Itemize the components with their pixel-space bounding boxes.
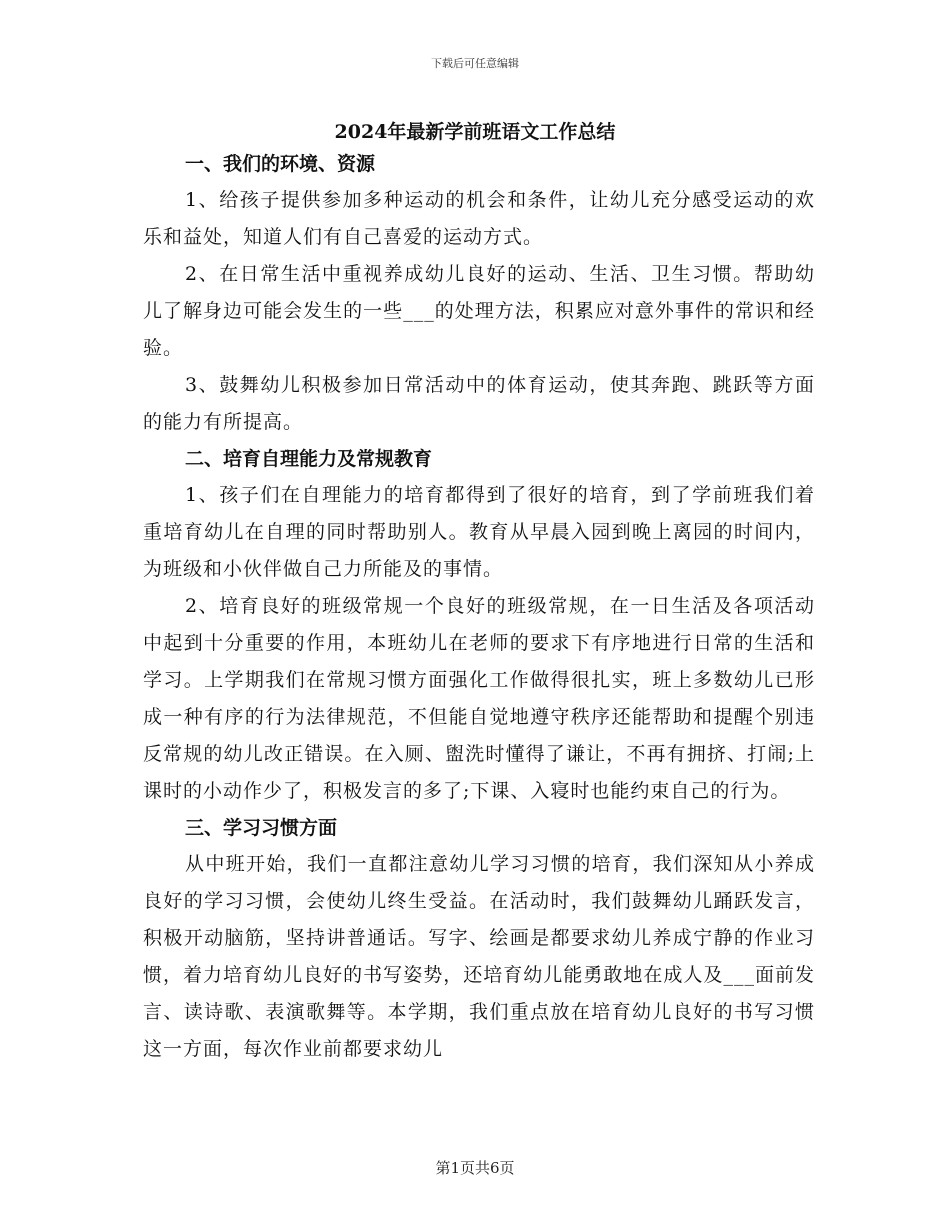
paragraph: 2、在日常生活中重视养成幼儿良好的运动、生活、卫生习惯。帮助幼儿了解身边可能会发生的一些___的处理方法，积累应对意外事件的常识和经验。 <box>143 263 815 359</box>
section-heading: 一、我们的环境、资源 <box>185 153 376 175</box>
paragraph: 2、培育良好的班级常规一个良好的班级常规，在一日生活及各项活动中起到十分重要的作用，本班幼儿在老师的要求下有序地进行日常的生活和学习。上学期我们在常规习惯方面强化工作做得很扎实，班上多数幼儿已形成一种有序的行为法律规范，不但能自觉地遵守秩序还能帮助和提醒个别违反常规的幼儿改正错误。在入厕、盥洗时懂得了谦让，不再有拥挤、打闹;上课时的小动作少了，积极发言的多了;下课、入寝时也能约束自己的行为。 <box>143 595 815 802</box>
paragraph: 1、孩子们在自理能力的培育都得到了很好的培育，到了学前班我们着重培育幼儿在自理的同时帮助别人。教育从早晨入园到晚上离园的时间内，为班级和小伙伴做自己力所能及的事情。 <box>143 484 815 580</box>
header-note: 下载后可任意编辑 <box>431 57 519 70</box>
paragraph: 3、鼓舞幼儿积极参加日常活动中的体育运动，使其奔跑、跳跃等方面的能力有所提高。 <box>143 374 815 433</box>
section-heading: 二、培育自理能力及常规教育 <box>185 448 433 470</box>
section-heading: 三、学习习惯方面 <box>185 817 338 839</box>
paragraph: 1、给孩子提供参加多种运动的机会和条件，让幼儿充分感受运动的欢乐和益处，知道人们有自己喜爱的运动方式。 <box>143 189 815 248</box>
section-environment <box>143 146 815 441</box>
document-title: 2024年最新学前班语文工作总结 <box>334 121 616 143</box>
section-self-care <box>143 441 815 810</box>
page-number: 第1页共6页 <box>435 1159 515 1177</box>
paragraph: 从中班开始，我们一直都注意幼儿学习习惯的培育，我们深知从小养成良好的学习习惯，会使幼儿终生受益。在活动时，我们鼓舞幼儿踊跃发言，积极开动脑筋，坚持讲普通话。写字、绘画是都要求幼儿养成宁静的作业习惯，着力培育幼儿良好的书写姿势，还培育幼儿能勇敢地在成人及___面前发言、读诗歌、表演歌舞等。本学期，我们重点放在培育幼儿良好的书写习惯这一方面，每次作业前都要求幼儿 <box>143 853 815 1060</box>
document-body <box>143 146 815 1068</box>
section-study-habits <box>143 810 815 1068</box>
